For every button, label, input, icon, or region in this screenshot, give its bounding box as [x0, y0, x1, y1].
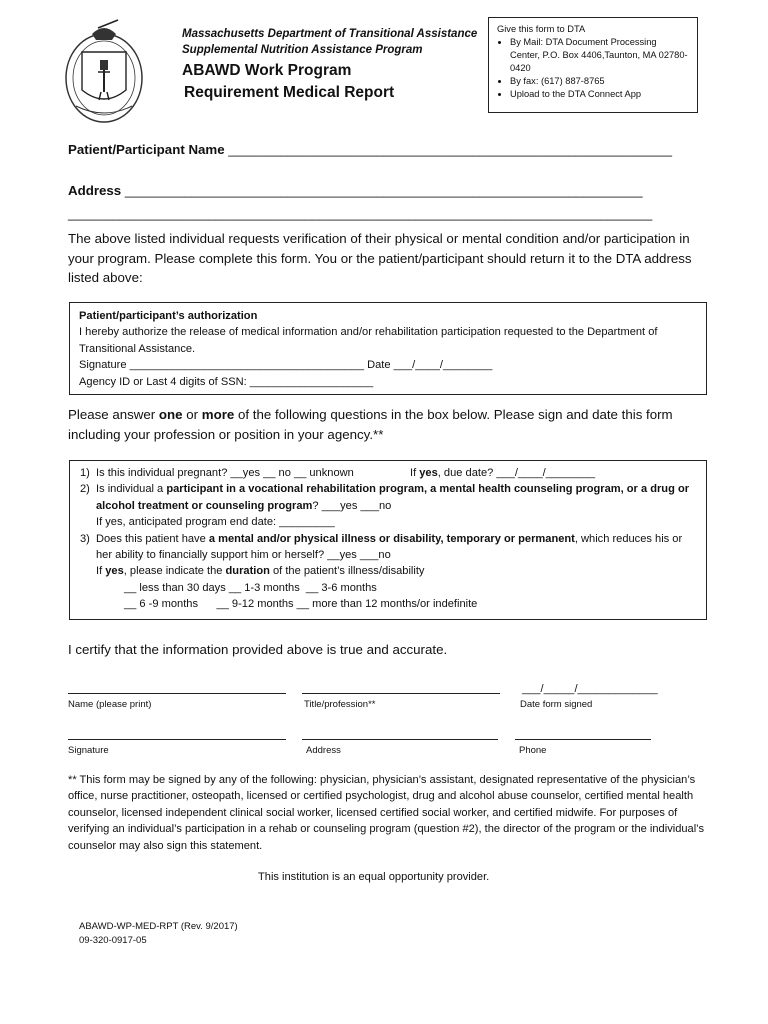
submission-info-box [488, 17, 698, 113]
instructions-paragraph [68, 405, 708, 444]
form-code: 09-320-0917-05 [79, 935, 147, 946]
address-line[interactable] [302, 739, 498, 740]
signature-label: Signature [68, 745, 109, 756]
form-title-line1: ABAWD Work Program [182, 62, 352, 79]
question-1-if: If [410, 467, 420, 479]
instructions-or: or [182, 407, 202, 422]
question-3 [80, 531, 706, 613]
question-3-text-a: Does this patient have [96, 532, 209, 545]
authorization-text: I hereby authorize the release of medical information and/or rehabilitation participation requested to the Department of Transitional Assistance. [79, 326, 658, 355]
question-3-illness: of the patient’s illness/disability [269, 565, 425, 578]
questions-box [69, 460, 707, 620]
question-1-yes: yes [419, 467, 438, 479]
form-id: ABAWD-WP-MED-RPT (Rev. 9/2017) [79, 921, 238, 932]
duration-options-row-2[interactable]: __ 6 -9 months __ 9-12 months __ more than 12 months/or indefinite [124, 598, 478, 611]
patient-name-row [68, 140, 672, 160]
address-field-line2[interactable]: _______________________________________________________________________________ [68, 206, 653, 221]
question-1-pregnant-options[interactable]: Is this individual pregnant? __yes __ no __ unknown [96, 467, 354, 479]
submission-method-upload: • Upload to the DTA Connect App [510, 88, 689, 101]
address-sign-label: Address [306, 745, 341, 756]
date-signed-label: Date form signed [520, 699, 593, 710]
authorization-signature-date-field[interactable]: Signature ______________________________________ Date ___/____/________ [79, 359, 493, 372]
question-2-text [96, 481, 696, 530]
signature-line[interactable] [68, 739, 286, 740]
certification-statement: I certify that the information provided above is true and accurate. [68, 642, 448, 657]
equal-opportunity-statement: This institution is an equal opportunity provider. [258, 871, 490, 883]
phone-line[interactable] [515, 739, 651, 740]
submission-methods-list [497, 36, 689, 101]
instructions-text-b: of the following questions in the box below. Please sign and date this form including your profession or position in your agency.** [68, 407, 673, 442]
question-3-yes: yes [105, 565, 124, 578]
submission-heading: Give this form to DTA [497, 24, 586, 34]
duration-options-row-1[interactable]: __ less than 30 days __ 1-3 months __ 3-6 months [124, 581, 377, 594]
question-2-bold-text: participant in a vocational rehabilitation program, a mental health counseling program, or a drug or alcohol treatment or counseling program [96, 483, 690, 512]
program-name: Supplemental Nutrition Assistance Program [182, 44, 423, 56]
authorization-heading: Patient/participant’s authorization [79, 310, 258, 322]
instructions-more: more [201, 407, 235, 422]
submission-method-fax: • By fax: (617) 887-8765 [510, 75, 689, 88]
question-3-text [96, 531, 701, 613]
patient-name-label: Patient/Participant Name [68, 142, 225, 157]
name-print-line[interactable] [68, 693, 286, 694]
title-profession-label: Title/profession** [304, 699, 376, 710]
question-2-yes-no-options[interactable]: ? ___yes ___no [312, 499, 392, 512]
patient-name-field[interactable]: ____________________________________________________________ [228, 142, 673, 157]
authorization-box [69, 302, 707, 395]
question-2-end-date-field[interactable]: If yes, anticipated program end date: _________ [96, 516, 335, 529]
question-2-text-a: Is individual a [96, 483, 167, 496]
agency-name: Massachusetts Department of Transitional Assistance [182, 28, 478, 40]
question-1-number: 1) [80, 467, 90, 479]
question-3-duration: duration [225, 565, 270, 578]
question-2-number: 2) [80, 483, 90, 496]
question-2 [80, 481, 706, 530]
question-3-bold-text: a mental and/or physical illness or disability, temporary or permanent [208, 532, 575, 545]
instructions-one: one [158, 407, 183, 422]
massachusetts-state-seal-icon [62, 16, 146, 124]
address-field[interactable]: ______________________________________________________________________ [124, 183, 643, 198]
question-3-duration-prompt [96, 563, 701, 579]
question-1 [80, 465, 706, 481]
question-3-number: 3) [80, 532, 90, 545]
phone-label: Phone [519, 745, 547, 756]
title-profession-line[interactable] [302, 693, 500, 694]
intro-paragraph: The above listed individual requests verification of their physical or mental condition and/or participation in your program. Please complete this form. You or the patient/participant should return it to the DTA address listed above: [68, 231, 692, 285]
date-signed-field[interactable]: ___/_____/_____________ [522, 683, 658, 695]
address-label: Address [68, 183, 122, 198]
question-3-yes-no-options[interactable]: , which reduces his or her ability to financially support him or herself? __yes ___no [96, 532, 683, 562]
question-3-if: If [96, 565, 106, 578]
question-1-due-date-field[interactable]: , due date? ___/____/________ [437, 467, 596, 479]
name-print-label: Name (please print) [68, 699, 152, 710]
agency-id-field[interactable]: Agency ID or Last 4 digits of SSN: ____________________ [79, 375, 374, 388]
submission-method-mail: • By Mail: DTA Document Processing Center, P.O. Box 4406,Taunton, MA 02780-0420 [510, 36, 688, 75]
instructions-text-a: Please answer [68, 407, 159, 422]
address-row [68, 181, 643, 201]
signer-footnote: ** This form may be signed by any of the following: physician, physician’s assistant, designated representative of the physician’s office, nurse practitioner, osteopath, licensed or certified psychologist, drug and alcohol abuse counselor, certified mental health counselor, licensed independent clinical social worker, licensed certified social worker, and certified midwife. For purposes of verifying an individual’s participation in a rehab or counseling program (question #2), the director of the program or the individual’s counselor may also sign this statement. [68, 774, 704, 852]
form-title-line2: Requirement Medical Report [184, 84, 395, 101]
question-3-indicate: , please indicate the [123, 565, 226, 578]
